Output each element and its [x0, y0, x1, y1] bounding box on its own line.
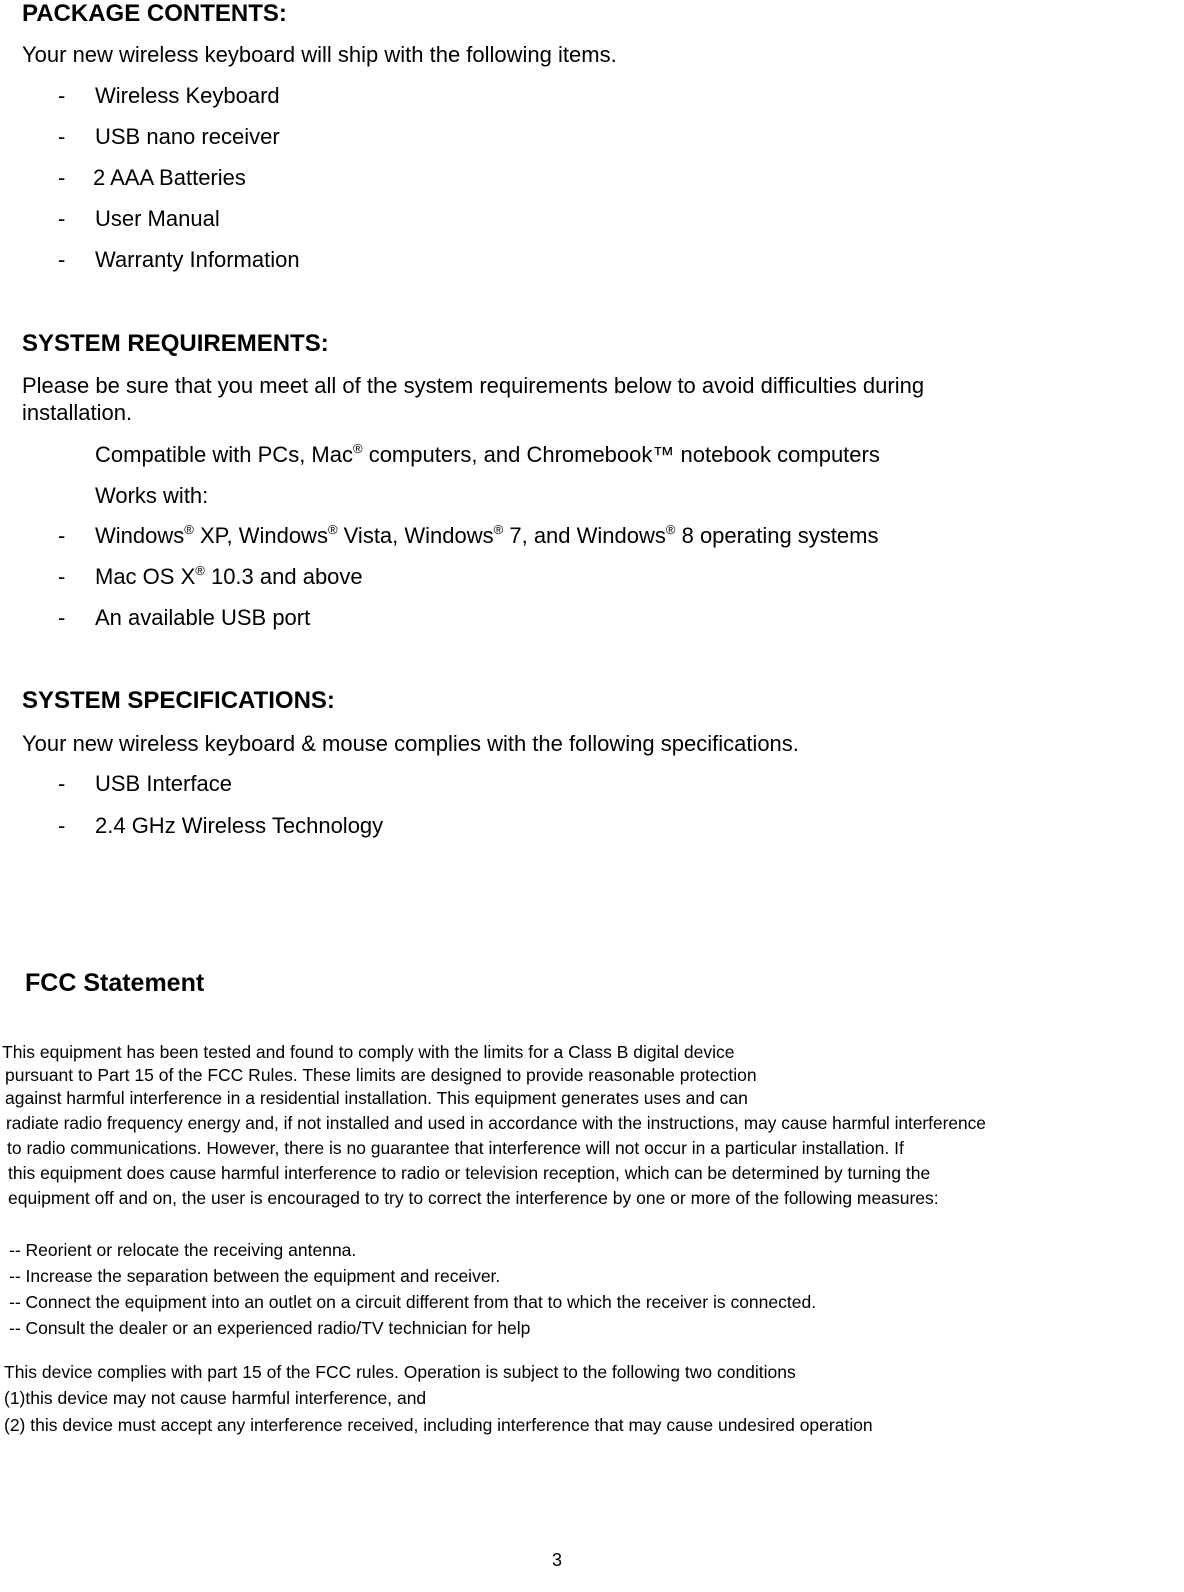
bullet-marker: - [58, 771, 66, 796]
specifications-intro: Your new wireless keyboard & mouse complies with the following specifications. [22, 731, 799, 756]
fcc-measure: -- Connect the equipment into an outlet on a circuit different from that to which the receiver is connected. [9, 1292, 817, 1312]
fcc-measure: -- Reorient or relocate the receiving antenna. [9, 1240, 357, 1260]
fcc-compliance-line: (1)this device may not cause harmful interference, and [4, 1388, 427, 1408]
list-item [58, 605, 311, 631]
specifications-heading: SYSTEM SPECIFICATIONS: [22, 687, 335, 714]
list-item [58, 124, 280, 150]
fcc-paragraph-line: against harmful interference in a residential installation. This equipment generates uses and can [5, 1088, 748, 1108]
bullet-marker: - [58, 206, 66, 231]
list-item [58, 771, 232, 797]
list-item-text: User Manual [95, 206, 220, 231]
list-item-text: 2.4 GHz Wireless Technology [95, 813, 384, 838]
list-item [58, 562, 363, 590]
list-item [58, 206, 220, 232]
list-item-text: Warranty Information [95, 247, 300, 272]
list-item [58, 521, 879, 549]
bullet-marker: - [58, 813, 66, 838]
list-item-text: An available USB port [95, 605, 311, 630]
list-item [58, 247, 300, 273]
list-item-text: 2 AAA Batteries [93, 165, 246, 190]
fcc-measure: -- Increase the separation between the equipment and receiver. [9, 1266, 501, 1286]
list-item [58, 813, 384, 839]
list-item-text: USB Interface [95, 771, 232, 796]
requirements-heading: SYSTEM REQUIREMENTS: [22, 330, 329, 357]
windows-line: Windows® XP, Windows® Vista, Windows® 7, and Windows® 8 operating systems [95, 521, 879, 548]
bullet-marker: - [58, 83, 66, 108]
registered-mark: ® [352, 440, 363, 456]
fcc-paragraph-line: equipment off and on, the user is encouraged to try to correct the interference by one or more of the following measures: [8, 1188, 939, 1208]
package-intro: Your new wireless keyboard will ship with the following items. [22, 42, 617, 67]
mac-line: Mac OS X® 10.3 and above [95, 562, 363, 589]
bullet-marker: - [58, 124, 66, 149]
fcc-paragraph-line: to radio communications. However, there is no guarantee that interference will not occur in a particular installation. If [7, 1138, 904, 1158]
list-item [58, 165, 246, 191]
bullet-marker: - [58, 564, 66, 589]
fcc-paragraph-line: this equipment does cause harmful interference to radio or television reception, which can be determined by turning the [8, 1163, 931, 1183]
page-number: 3 [552, 1550, 563, 1570]
package-heading: PACKAGE CONTENTS: [22, 0, 287, 27]
fcc-paragraph-line: radiate radio frequency energy and, if not installed and used in accordance with the instructions, may cause harmful interference [6, 1113, 986, 1133]
compatibility-line: Compatible with PCs, Mac® computers, and Chromebook™ notebook computers [95, 440, 880, 467]
fcc-heading: FCC Statement [25, 969, 205, 997]
fcc-compliance-line: (2) this device must accept any interference received, including interference that may cause undesired operation [4, 1415, 873, 1435]
bullet-marker: - [58, 165, 66, 190]
fcc-paragraph-line: pursuant to Part 15 of the FCC Rules. These limits are designed to provide reasonable protection [5, 1065, 757, 1085]
list-item-text: Wireless Keyboard [95, 83, 280, 108]
list-item-text: USB nano receiver [95, 124, 280, 149]
list-item [58, 83, 280, 109]
fcc-measure: -- Consult the dealer or an experienced radio/TV technician for help [9, 1318, 531, 1338]
requirements-intro-line1: Please be sure that you meet all of the system requirements below to avoid difficulties during [22, 373, 925, 398]
requirements-intro-line2: installation. [22, 400, 133, 425]
bullet-marker: - [58, 523, 66, 548]
bullet-marker: - [58, 247, 66, 272]
works-with-label: Works with: [95, 483, 209, 508]
fcc-compliance-line: This device complies with part 15 of the FCC rules. Operation is subject to the following two conditions [4, 1362, 796, 1382]
fcc-paragraph-line: This equipment has been tested and found to comply with the limits for a Class B digital device [2, 1042, 735, 1062]
bullet-marker: - [58, 605, 66, 630]
